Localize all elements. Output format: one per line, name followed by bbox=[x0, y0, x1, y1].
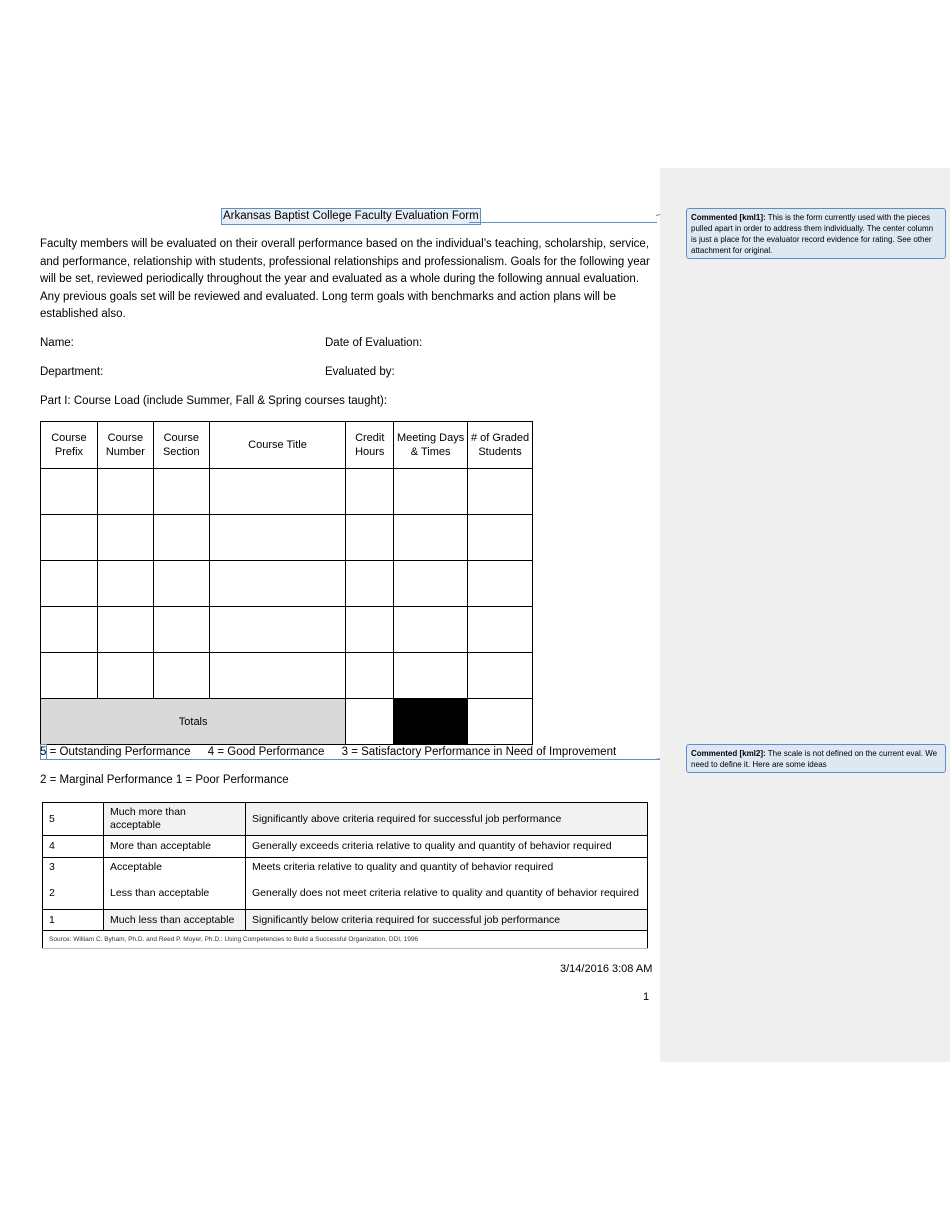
rating-label: Much more than acceptable bbox=[104, 803, 246, 836]
table-cell[interactable] bbox=[468, 515, 533, 561]
table-cell[interactable] bbox=[209, 469, 346, 515]
table-row bbox=[43, 878, 648, 910]
table-cell[interactable] bbox=[468, 469, 533, 515]
rating-number: 2 bbox=[43, 878, 104, 910]
rating-number: 5 bbox=[43, 803, 104, 836]
total-graded-students-cell[interactable] bbox=[468, 699, 533, 745]
rating-number: 1 bbox=[43, 910, 104, 931]
scale-line-1 bbox=[40, 745, 616, 759]
rating-label: Less than acceptable bbox=[104, 878, 246, 910]
table-cell[interactable] bbox=[97, 607, 153, 653]
table-cell[interactable] bbox=[41, 561, 98, 607]
comment-author: Commented [kml1]: bbox=[691, 213, 766, 222]
table-row bbox=[41, 469, 533, 515]
table-cell[interactable] bbox=[97, 469, 153, 515]
part1-heading: Part I: Course Load (include Summer, Fall & Spring courses taught): bbox=[40, 395, 388, 407]
table-cell[interactable] bbox=[468, 561, 533, 607]
table-cell[interactable] bbox=[346, 561, 394, 607]
scale-item: 5 = Outstanding Performance bbox=[40, 746, 191, 758]
rating-description: Generally does not meet criteria relative to quality and quantity of behavior required bbox=[246, 878, 648, 910]
table-cell[interactable] bbox=[153, 653, 209, 699]
rating-label: More than acceptable bbox=[104, 836, 246, 858]
table-row bbox=[41, 561, 533, 607]
rating-description: Generally exceeds criteria relative to quality and quantity of behavior required bbox=[246, 836, 648, 858]
rating-description: Significantly below criteria required for successful job performance bbox=[246, 910, 648, 931]
table-cell[interactable] bbox=[394, 607, 468, 653]
table-cell[interactable] bbox=[209, 607, 346, 653]
table-cell[interactable] bbox=[394, 653, 468, 699]
table-cell[interactable] bbox=[209, 653, 346, 699]
rating-label: Much less than acceptable bbox=[104, 910, 246, 931]
table-cell[interactable] bbox=[346, 469, 394, 515]
table-cell[interactable] bbox=[97, 561, 153, 607]
table-cell[interactable] bbox=[209, 561, 346, 607]
scale-item: 4 = Good Performance bbox=[207, 746, 325, 758]
department-field-label: Department: bbox=[40, 366, 104, 378]
totals-row bbox=[41, 699, 533, 745]
comment-text: This is the form currently used with the pieces pulled apart in order to address them individually. The center column is just a place for the evaluator record evidence for rating. See other attachment for original. bbox=[691, 213, 934, 255]
rating-number: 4 bbox=[43, 836, 104, 858]
rating-definitions-table bbox=[42, 802, 648, 949]
document-title[interactable]: Arkansas Baptist College Faculty Evaluation Form bbox=[221, 208, 481, 225]
table-cell[interactable] bbox=[209, 515, 346, 561]
blocked-cell bbox=[394, 699, 468, 745]
comment-anchor-line bbox=[40, 759, 660, 760]
scale-line-2: 2 = Marginal Performance 1 = Poor Performance bbox=[40, 774, 289, 786]
comment-anchor-line bbox=[469, 222, 657, 223]
table-row bbox=[43, 803, 648, 836]
comment-balloon[interactable] bbox=[686, 208, 946, 259]
evaluated-by-field-label: Evaluated by: bbox=[325, 366, 395, 378]
page-number: 1 bbox=[643, 991, 650, 1003]
column-header: Course Section bbox=[153, 422, 209, 469]
comments-margin-pane bbox=[660, 168, 950, 1062]
table-cell[interactable] bbox=[153, 561, 209, 607]
table-cell[interactable] bbox=[394, 561, 468, 607]
table-cell[interactable] bbox=[41, 515, 98, 561]
column-header: Meeting Days & Times bbox=[394, 422, 468, 469]
comment-balloon[interactable] bbox=[686, 744, 946, 773]
table-cell[interactable] bbox=[41, 469, 98, 515]
column-header: Course Title bbox=[209, 422, 346, 469]
totals-label: Totals bbox=[41, 699, 346, 745]
column-header: # of Graded Students bbox=[468, 422, 533, 469]
table-cell[interactable] bbox=[153, 469, 209, 515]
table-cell[interactable] bbox=[468, 607, 533, 653]
date-field-label: Date of Evaluation: bbox=[325, 337, 423, 349]
column-header: Credit Hours bbox=[346, 422, 394, 469]
table-cell[interactable] bbox=[468, 653, 533, 699]
rating-description: Meets criteria relative to quality and quantity of behavior required bbox=[246, 858, 648, 878]
table-row bbox=[41, 653, 533, 699]
total-credit-hours-cell[interactable] bbox=[346, 699, 394, 745]
column-header: Course Prefix bbox=[41, 422, 98, 469]
table-cell[interactable] bbox=[346, 607, 394, 653]
table-cell[interactable] bbox=[41, 607, 98, 653]
rating-description: Significantly above criteria required for successful job performance bbox=[246, 803, 648, 836]
comment-author: Commented [kml2]: bbox=[691, 749, 766, 758]
scale-item: 3 = Satisfactory Performance in Need of Improvement bbox=[341, 746, 617, 758]
table-cell[interactable] bbox=[394, 469, 468, 515]
table-cell[interactable] bbox=[41, 653, 98, 699]
intro-paragraph: Faculty members will be evaluated on their overall performance based on the individual’s teaching, scholarship, service, and performance, relationship with students, professional relationships and professionalism. Goals for the following year will be set, reviewed periodically throughout the year and evaluated as a whole during the following annual evaluation. Any previous goals set will be reviewed and evaluated. Long term goals with benchmarks and action plans will be established also. bbox=[40, 238, 650, 320]
table-cell[interactable] bbox=[346, 515, 394, 561]
table-row bbox=[43, 858, 648, 878]
table-row bbox=[41, 515, 533, 561]
column-header: Course Number bbox=[97, 422, 153, 469]
footer-timestamp: 3/14/2016 3:08 AM bbox=[560, 963, 653, 975]
comment-text: The scale is not defined on the current eval. We need to define it. Here are some ideas bbox=[691, 749, 938, 769]
table-row bbox=[43, 836, 648, 858]
name-field-label: Name: bbox=[40, 337, 74, 349]
course-load-table bbox=[40, 421, 533, 745]
rating-number: 3 bbox=[43, 858, 104, 878]
table-cell[interactable] bbox=[394, 515, 468, 561]
table-cell[interactable] bbox=[346, 653, 394, 699]
source-row bbox=[43, 931, 648, 949]
table-row bbox=[41, 607, 533, 653]
table-header-row bbox=[41, 422, 533, 469]
table-cell[interactable] bbox=[153, 607, 209, 653]
table-cell[interactable] bbox=[97, 515, 153, 561]
rating-label: Acceptable bbox=[104, 858, 246, 878]
table-row bbox=[43, 910, 648, 931]
source-citation: Source: William C. Byham, Ph.D. and Reed P. Moyer, Ph.D.: Using Competencies to Build a Successful Organization, DDI, 1996 bbox=[43, 931, 648, 949]
table-cell[interactable] bbox=[97, 653, 153, 699]
table-cell[interactable] bbox=[153, 515, 209, 561]
